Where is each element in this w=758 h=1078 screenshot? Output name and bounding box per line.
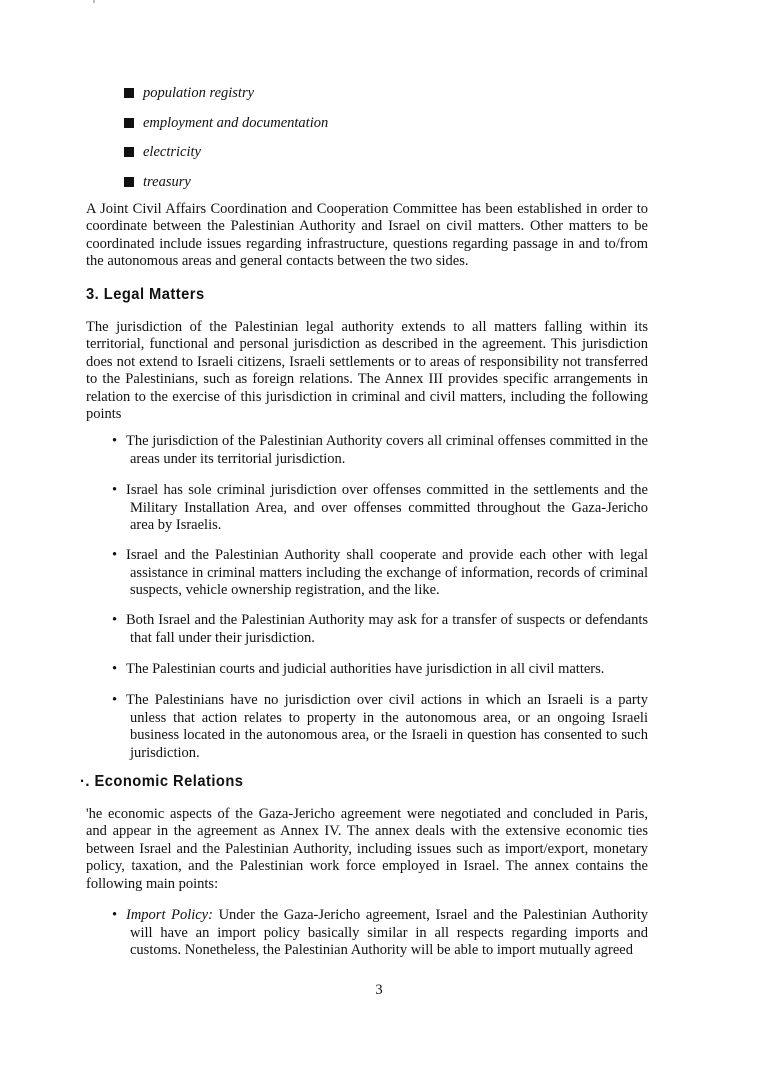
legal-point: • Both Israel and the Palestinian Authority may ask for a transfer of suspects or defendants that fall under their jurisdiction.	[112, 612, 648, 646]
economic-point: • Import Policy: Under the Gaza-Jericho agreement, Israel and the Palestinian Authority will have an import policy basically similar in all respects regarding imports and customs. Nonetheless, the Palestinian Authority will be able to import mutually agreed	[112, 907, 648, 959]
section-heading-legal-matters: 3. Legal Matters	[86, 286, 205, 303]
bullet-icon: •	[112, 907, 118, 923]
legal-point: • The Palestinians have no jurisdiction over civil actions in which an Israeli is a party unless that action relates to property in the autonomous area, or an ongoing Israeli business located in the autonomous area, or the Israeli in question has consented to such jurisdiction.	[112, 692, 648, 761]
bullet-icon: •	[112, 692, 118, 708]
square-bullet-icon	[124, 147, 134, 157]
bullet-icon: •	[112, 433, 118, 449]
legal-matters-intro: The jurisdiction of the Palestinian legal authority extends to all matters falling within its territorial, functional and personal jurisdiction as described in the agreement. This jurisdiction does not extend to Israeli citizens, Israeli settlements or to areas of responsibility not transferred to the Palestinians, such as foreign relations. The Annex III provides specific arrangements in relation to the exercise of this jurisdiction in criminal and civil matters, including the following points	[86, 319, 648, 423]
sub-list-item: population registry	[124, 84, 254, 102]
scan-speck	[93, 0, 95, 3]
square-bullet-icon	[124, 88, 134, 98]
economic-relations-intro: 'he economic aspects of the Gaza-Jericho agreement were negotiated and concluded in Paris, and appear in the agreement as Annex IV. The annex deals with the extensive economic ties between Israel and the Palestinian Authority, including issues such as import/export, monetary policy, taxation, and the Palestinian work force employed in Israel. The annex contains the following main points:	[86, 806, 648, 892]
sub-list-item: treasury	[124, 173, 191, 191]
sub-list-item: electricity	[124, 143, 201, 161]
page-number: 3	[375, 982, 383, 998]
legal-point: • Israel has sole criminal jurisdiction over offenses committed in the settlements and the Military Installation Area, and over offenses committed throughout the Gaza-Jericho area by Israelis.	[112, 482, 648, 534]
civil-affairs-paragraph: A Joint Civil Affairs Coordination and Cooperation Committee has been established in order to coordinate between the Palestinian Authority and Israel on civil matters. Other matters to be coordinated include issues regarding infrastructure, questions regarding passage in and to/from the autonomous areas and general contacts between the two sides.	[86, 201, 648, 270]
square-bullet-icon	[124, 177, 134, 187]
legal-point: • Israel and the Palestinian Authority shall cooperate and provide each other with legal assistance in criminal matters including the exchange of information, records of criminal suspects, vehicle ownership registration, and the like.	[112, 547, 648, 599]
bullet-icon: •	[112, 661, 118, 677]
point-label: Import Policy:	[126, 907, 213, 923]
legal-point: • The Palestinian courts and judicial authorities have jurisdiction in all civil matters.	[112, 661, 605, 677]
bullet-icon: •	[112, 547, 118, 563]
legal-point: • The jurisdiction of the Palestinian Authority covers all criminal offenses committed in the areas under its territorial jurisdiction.	[112, 433, 648, 467]
section-heading-economic-relations: ·. Economic Relations	[80, 773, 244, 790]
bullet-icon: •	[112, 612, 118, 628]
bullet-icon: •	[112, 482, 118, 498]
sub-list-item: employment and documentation	[124, 114, 328, 132]
square-bullet-icon	[124, 118, 134, 128]
